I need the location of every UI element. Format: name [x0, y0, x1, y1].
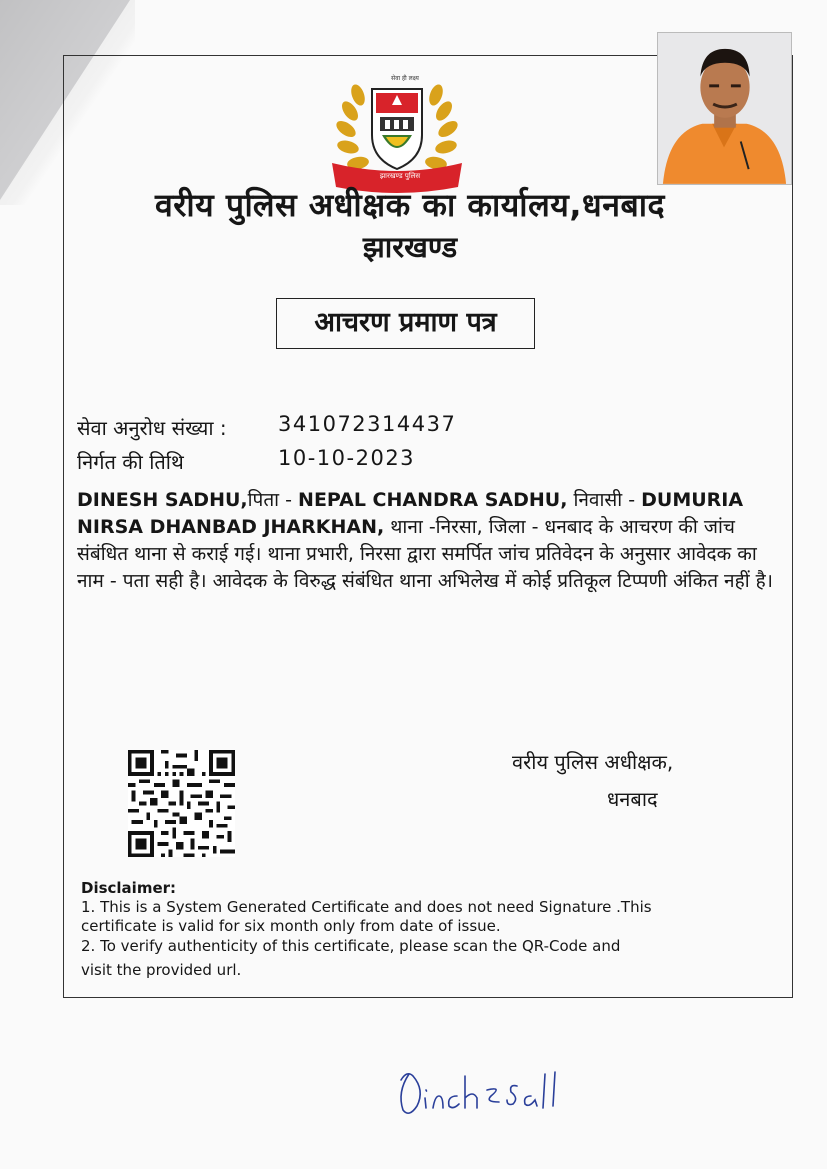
applicant-name: DINESH SADHU, — [77, 489, 248, 511]
service-request-number: 341072314437 — [278, 412, 457, 436]
state-name: झारखण्ड — [362, 230, 458, 264]
resident-prefix: निवासी - — [567, 489, 636, 511]
disclaimer-heading: Disclaimer: — [81, 879, 177, 897]
certificate-title: आचरण प्रमाण पत्र — [276, 298, 535, 349]
applicant-address: DUMURIA NIRSA DHANBAD JHARKHAN, — [77, 489, 744, 538]
qr-code-icon — [128, 750, 235, 857]
father-prefix: पिता - — [247, 489, 299, 511]
signatory-designation: वरीय पुलिस अधीक्षक, — [512, 750, 674, 774]
emblem-ribbon-label: झारखण्ड पुलिस — [379, 172, 421, 180]
disclaimer-line: 1. This is a System Generated Certificate and does not need Signature .This — [81, 898, 652, 916]
disclaimer-line: visit the provided url. — [81, 961, 242, 979]
emblem-motto: सेवा ही लक्ष्य — [391, 75, 419, 82]
applicant-photo — [657, 32, 792, 185]
disclaimer-line: certificate is valid for six month only from date of issue. — [81, 917, 501, 935]
service-request-label: सेवा अनुरोध संख्या : — [77, 416, 227, 440]
certificate-body — [77, 487, 777, 595]
certificate-statement: थाना -निरसा, जिला - धनबाद के आचरण की जांच संबंधित थाना से कराई गई। थाना प्रभारी, निरसा द्वारा समर्पित जांच प्रतिवेदन के अनुसार आवेदक का नाम - पता सही है। आवेदक के विरुद्ध संबंधित थाना अभिलेख में कोई प्रतिकूल टिप्पणी अंकित नहीं है। — [77, 516, 773, 592]
office-title: वरीय पुलिस अधीक्षक का कार्यालय,धनबाद — [155, 186, 665, 224]
disclaimer-line: 2. To verify authenticity of this certificate, please scan the QR-Code and — [81, 937, 621, 955]
issue-date-label: निर्गत की तिथि — [77, 450, 184, 474]
signatory-place: धनबाद — [607, 787, 658, 811]
handwritten-signature — [395, 1062, 570, 1122]
issue-date-value: 10-10-2023 — [278, 446, 416, 470]
father-name: NEPAL CHANDRA SADHU, — [298, 489, 568, 511]
